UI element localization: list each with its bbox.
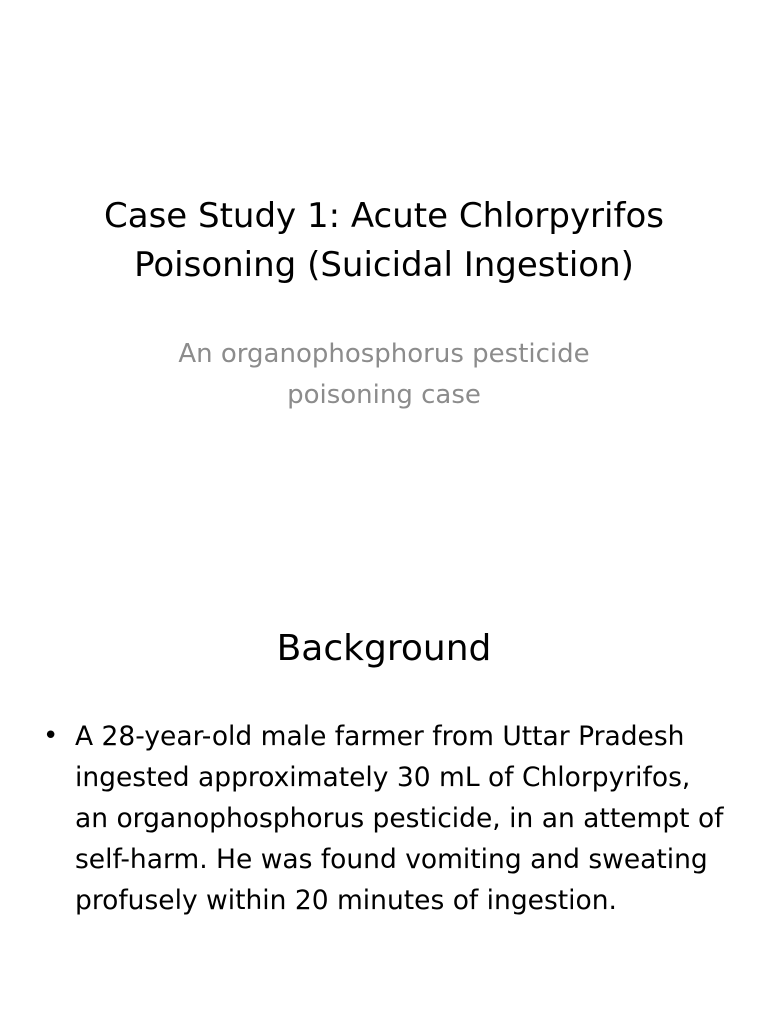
slide-heading: Background [276, 628, 492, 669]
bullet-marker: • [43, 721, 59, 751]
slide-subtitle: An organophosphorus pesticide poisoning case [178, 339, 590, 410]
bullet-text: A 28-year-old male farmer from Uttar Pradesh ingested approximately 30 mL of Chlorpyrifos, an organophosphorus pesticide, in an attempt of self-harm. He was found vomiting and sweating profusely within 20 minutes of ingestion. [75, 721, 724, 916]
bullet-item [40, 716, 730, 921]
content-slide [0, 576, 768, 1024]
slide-title: Case Study 1: Acute Chlorpyrifos Poisoning (Suicidal Ingestion) [104, 196, 664, 285]
bullet-list [40, 716, 730, 921]
